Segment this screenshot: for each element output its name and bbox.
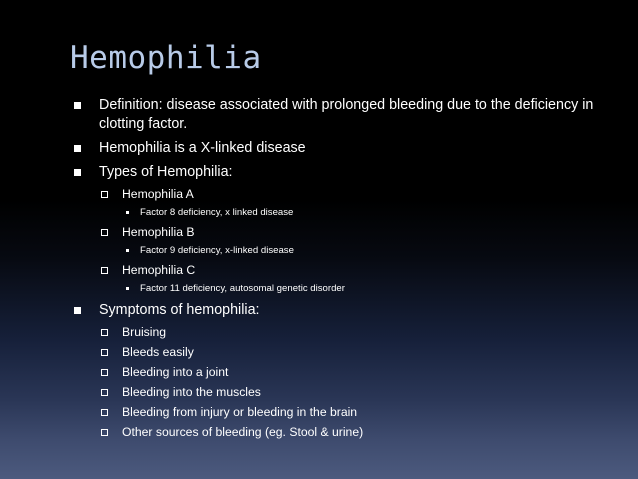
symptom-text: Bleeding into a joint (122, 365, 229, 379)
symptom-list (72, 325, 602, 440)
square-bullet-icon (74, 145, 81, 152)
symptom-text: Bruising (122, 325, 167, 339)
hollow-square-bullet-icon (101, 409, 108, 416)
bullet-definition (72, 96, 602, 134)
symptom-text: Other sources of bleeding (eg. Stool & urine) (122, 425, 364, 439)
symptom-item (72, 385, 602, 400)
type-detail: Factor 9 deficiency, x-linked disease (140, 245, 294, 256)
hollow-square-bullet-icon (101, 429, 108, 436)
square-bullet-icon (74, 307, 81, 314)
type-detail-a (72, 206, 602, 219)
hollow-square-bullet-icon (101, 267, 108, 274)
hollow-square-bullet-icon (101, 329, 108, 336)
bullet-symptoms-heading (72, 301, 602, 320)
type-detail: Factor 11 deficiency, autosomal genetic disorder (140, 283, 345, 294)
symptom-item (72, 425, 602, 440)
type-item-c (72, 263, 602, 278)
bullet-x-linked (72, 139, 602, 158)
symptom-text: Bleeding into the muscles (122, 385, 261, 399)
hollow-square-bullet-icon (101, 229, 108, 236)
type-detail: Factor 8 deficiency, x linked disease (140, 207, 294, 218)
type-detail-b (72, 244, 602, 257)
square-bullet-icon (74, 169, 81, 176)
bullet-text: Definition: disease associated with prolonged bleeding due to the deficiency in clotting factor. (99, 97, 594, 132)
symptom-text: Bleeds easily (122, 345, 194, 359)
type-item-b (72, 225, 602, 240)
type-name: Hemophilia B (122, 225, 195, 239)
symptom-item (72, 345, 602, 360)
slide-body (72, 96, 602, 445)
hollow-square-bullet-icon (101, 369, 108, 376)
symptom-text: Bleeding from injury or bleeding in the brain (122, 405, 358, 419)
type-detail-c (72, 282, 602, 295)
hollow-square-bullet-icon (101, 349, 108, 356)
bullet-text: Types of Hemophilia: (99, 164, 233, 180)
symptom-item (72, 365, 602, 380)
small-square-bullet-icon (126, 249, 129, 252)
hollow-square-bullet-icon (101, 191, 108, 198)
type-item-a (72, 187, 602, 202)
hollow-square-bullet-icon (101, 389, 108, 396)
small-square-bullet-icon (126, 287, 129, 290)
symptom-item (72, 405, 602, 420)
bullet-text: Symptoms of hemophilia: (99, 302, 260, 318)
type-name: Hemophilia A (122, 187, 194, 201)
slide-title: Hemophilia (70, 40, 262, 76)
small-square-bullet-icon (126, 211, 129, 214)
type-name: Hemophilia C (122, 263, 196, 277)
square-bullet-icon (74, 102, 81, 109)
bullet-types-heading (72, 163, 602, 182)
symptom-item (72, 325, 602, 340)
bullet-text: Hemophilia is a X-linked disease (99, 140, 306, 156)
